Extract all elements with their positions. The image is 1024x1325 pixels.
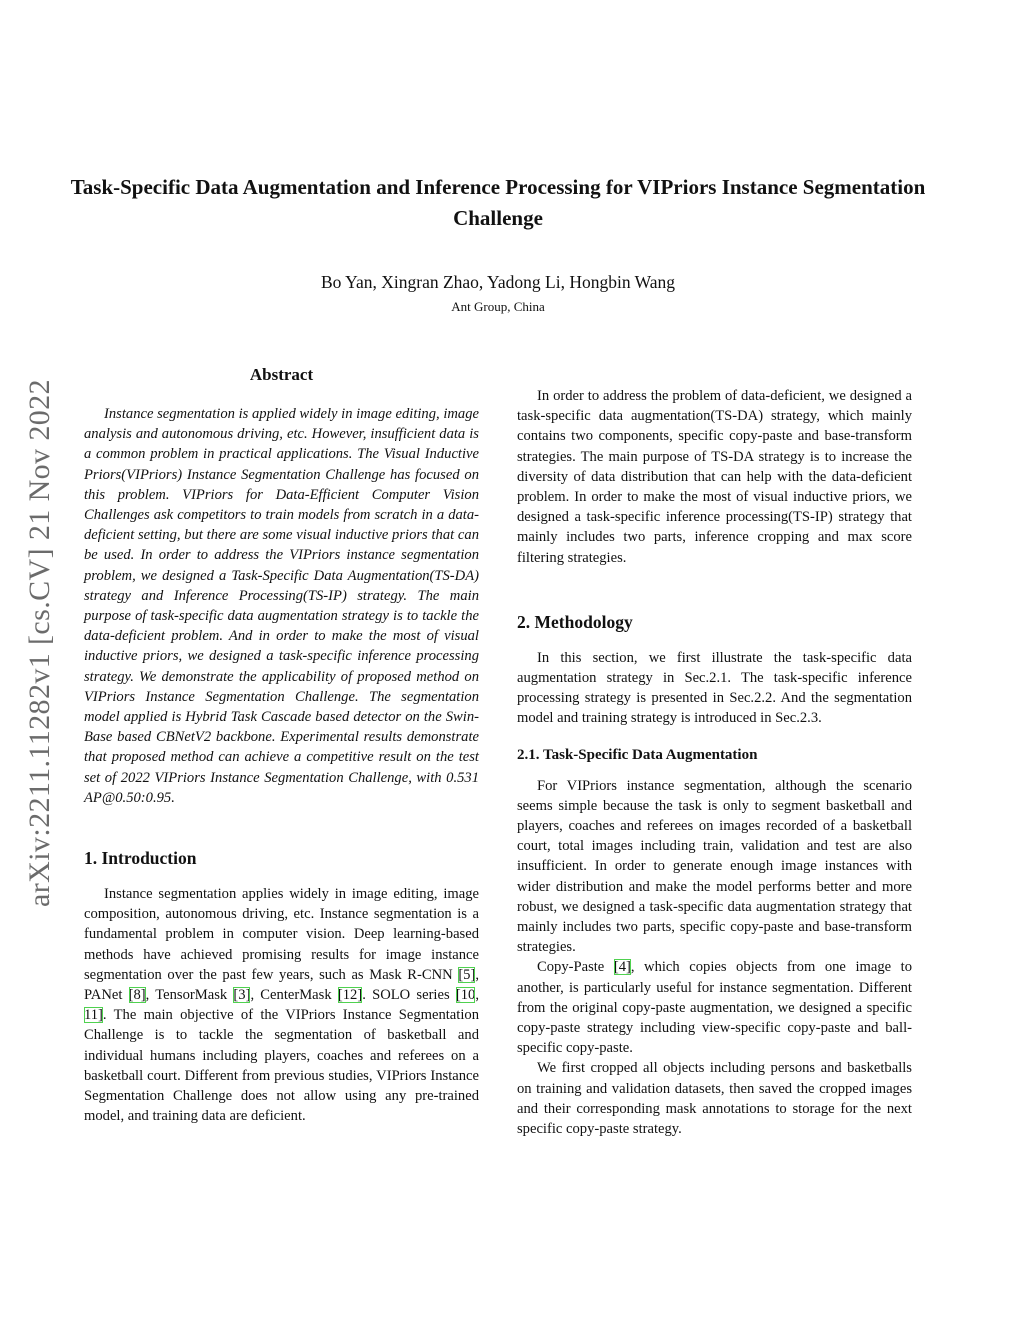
methodology-heading: 2. Methodology <box>517 611 633 632</box>
citation-link[interactable]: [12] <box>337 987 363 1004</box>
abstract-heading: Abstract <box>249 365 314 384</box>
abstract-text: Instance segmentation is applied widely in image editing, image analysis and autonomous driving, etc. However, insufficient data is a common problem in practical applications. The Visual Inductive Priors(VIPriors) Instance Segmentation Challenge has focused on this problem. VIPriors for Data-Efficient Computer Vision Challenges ask competitors to train models from scratch in a data-deficient setting, but there are some visual inductive priors that can be used. In order to address the VIPriors instance segmentation problem, we designed a Task-Specific Data Augmentation(TS-DA) strategy and Inference Processing(TS-IP) strategy. The main purpose of task-specific data augmentation strategy is to tackle the data-deficient problem. And in order to make the most of visual inductive priors, we designed a task-specific inference processing strategy. We demonstrate the applicability of proposed method on VIPriors Instance Segmentation Challenge. The segmentation model applied is Hybrid Task Cascade based detector on the Swin-Base based CBNetV2 backbone. Experimental results demonstrate that proposed method can achieve a competitive result on the test set of 2022 VIPriors Instance Segmentation Challenge, with 0.531 AP@0.50:0.95. <box>84 406 479 806</box>
citation-link[interactable]: [8] <box>128 987 146 1004</box>
methodology-intro: In this section, we first illustrate the task-specific data augmentation strategy in Sec.2.1. The task-specific inference processing strategy is presented in Sec.2.2. And the segmentation model and training strategy is introduced in Sec.2.3. <box>517 649 912 727</box>
left-column <box>84 362 479 1127</box>
subsection-paragraph-1: For VIPriors instance segmentation, although the scenario seems simple because the task is only to segment basketball and players, coaches and referees on images recorded of a basketball court, total images including train, validation and test are also insufficient. In order to generate enough image instances with wider distribution and make the model performs better and more robust, we designed a task-specific data augmentation strategy that mainly includes two parts, specific copy-paste and base-transform strategies. <box>517 777 912 956</box>
introduction-heading: 1. Introduction <box>84 848 197 869</box>
affiliation: Ant Group, China <box>451 299 545 314</box>
citation-link[interactable]: [5] <box>458 966 476 983</box>
text-run: , TensorMask <box>145 987 234 1004</box>
arxiv-stamp-container <box>10 345 70 940</box>
citation-link[interactable]: [3] <box>233 987 251 1004</box>
arxiv-stamp: arXiv:2211.11282v1 [cs.CV] 21 Nov 2022 <box>23 378 56 907</box>
text-run: , CenterMask <box>250 987 338 1004</box>
author-list: Bo Yan, Xingran Zhao, Yadong Li, Hongbin Wang <box>320 272 676 292</box>
citation-link[interactable]: [4] <box>613 959 631 976</box>
introduction-paragraph-1 <box>84 884 479 1126</box>
subsection-paragraph-3: We first cropped all objects including persons and basketballs on training and validation datasets, then saved the cropped images and their corresponding mask annotations to storage for the next specific copy-paste strategy. <box>517 1060 912 1138</box>
citation-link[interactable]: [10 <box>455 987 476 1004</box>
subsection-paragraph-2 <box>517 957 912 1058</box>
text-run: , PANet <box>84 966 479 1004</box>
text-run: Instance segmentation applies widely in image editing, image composition, autonomous driving, etc. Instance segmentation is a fundamental problem in computer vision. Deep learning-based methods have achieved promising results for image instance segmentation over the past few years, such as Mask R-CNN <box>84 886 479 983</box>
text-run: . The main objective of the VIPriors Instance Segmentation Challenge is to tackle the segmentation of basketball and individual humans including players, coaches and referees on a basketball court. Different from previous studies, VIPriors Instance Segmentation Challenge does not allow using any pre-trained model, and training data are deficient. <box>84 1007 479 1125</box>
introduction-paragraph-2: In order to address the problem of data-deficient, we designed a task-specific data augmentation(TS-DA) strategy, which mainly contains two components, specific copy-paste and base-transform strategies. The main purpose of TS-DA strategy is to increase the diversity of data distribution that can help with the data-deficient problem. In order to make the most of visual inductive priors, we designed a task-specific inference processing(TS-IP) strategy that mainly includes two parts, inference cropping and max score filtering strategies. <box>517 388 912 566</box>
text-run: Copy-Paste <box>537 959 614 976</box>
text-run: , which copies objects from one image to another, is particularly useful for instance segmentation. Different from the original copy-paste augmentation, we designed a specific copy-paste strategy including view-specific copy-paste and ball-specific copy-paste. <box>517 959 912 1057</box>
right-column <box>517 386 912 1139</box>
text-run: , <box>475 987 479 1004</box>
subsection-heading: 2.1. Task-Specific Data Augmentation <box>517 746 758 763</box>
text-run: . SOLO series <box>362 987 456 1004</box>
citation-link[interactable]: 11] <box>84 1007 103 1024</box>
paper-title: Task-Specific Data Augmentation and Inference Processing for VIPriors Instance Segmentation Challenge <box>70 175 926 230</box>
